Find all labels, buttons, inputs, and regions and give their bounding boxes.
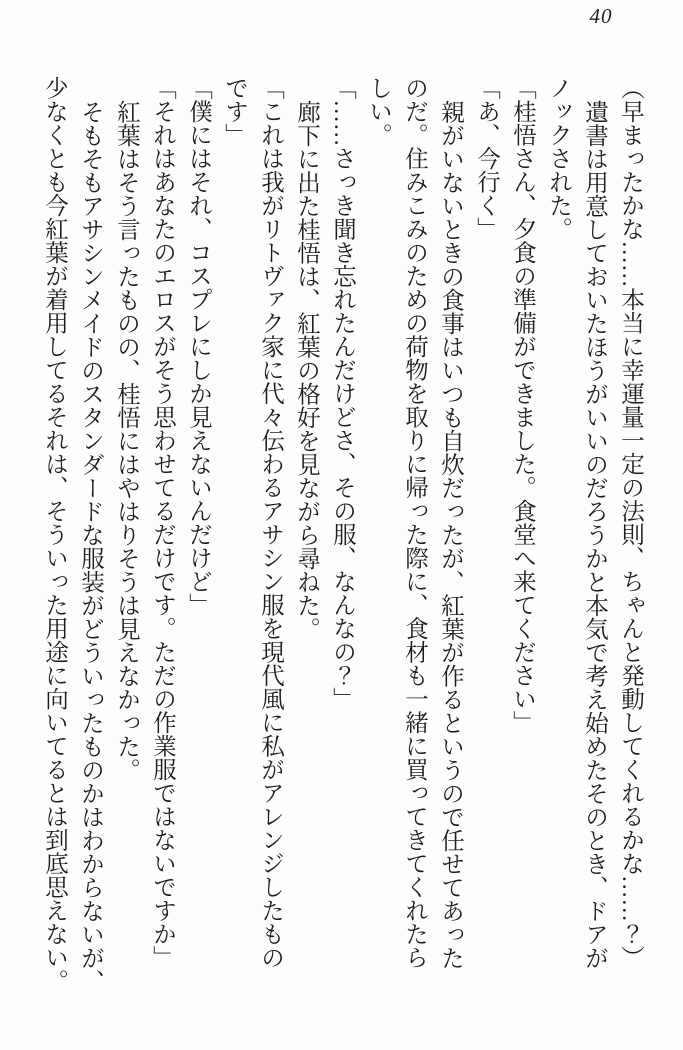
text-line: 親がいないときの食事はいつも自炊だったが、紅葉が作るというので任せてあった (437, 99, 463, 969)
text-line: のだ。住みこみのための荷物を取りに帰った際に、食材も一緒に買ってきてくれたら (401, 76, 427, 969)
text-line: 「僕にはそれ、コスプレにしか見えないんだけど」 (185, 76, 211, 617)
text-line: 「桂悟さん、夕食の準備ができました。食堂へ来てください」 (509, 76, 535, 734)
text-line: 少なくとも今紅葉が着用してるそれは、そういった用途に向いてるとは到底思えない。 (41, 76, 67, 993)
text-line: 「それはあなたのエロスがそう思わせてるだけです。ただの作業服ではないですか」 (149, 76, 175, 969)
text-line: 紅葉はそう言ったものの、桂悟にはやはりそうは見えなかった。 (113, 99, 139, 781)
body-text (36, 76, 648, 1006)
text-line: です」 (221, 76, 247, 147)
text-line: しい。 (365, 76, 391, 147)
text-line: 「あ、今行く」 (473, 76, 499, 241)
text-line: 廊下に出た桂悟は、紅葉の格好を見ながら尋ねた。 (293, 99, 319, 640)
text-line: 「これは我がリトヴァク家に代々伝わるアサシン服を現代風に私がアレンジしたもの (257, 76, 283, 969)
text-line: 遺書は用意しておいたほうがいいのだろうかと本気で考え始めたそのとき、ドアが (581, 99, 607, 969)
page-number: 40 (589, 4, 613, 28)
text-line: ノックされた。 (545, 76, 571, 241)
text-line: （早まったかな……本当に幸運量一定の法則、ちゃんと発動してくれるかな……？） (617, 76, 643, 969)
text-line: 「……さっき聞き忘れたんだけどさ、その服、なんなの？」 (329, 76, 355, 711)
text-line: そもそもアサシンメイドのスタンダードな服装がどういったものかはわからないが、 (77, 99, 103, 993)
